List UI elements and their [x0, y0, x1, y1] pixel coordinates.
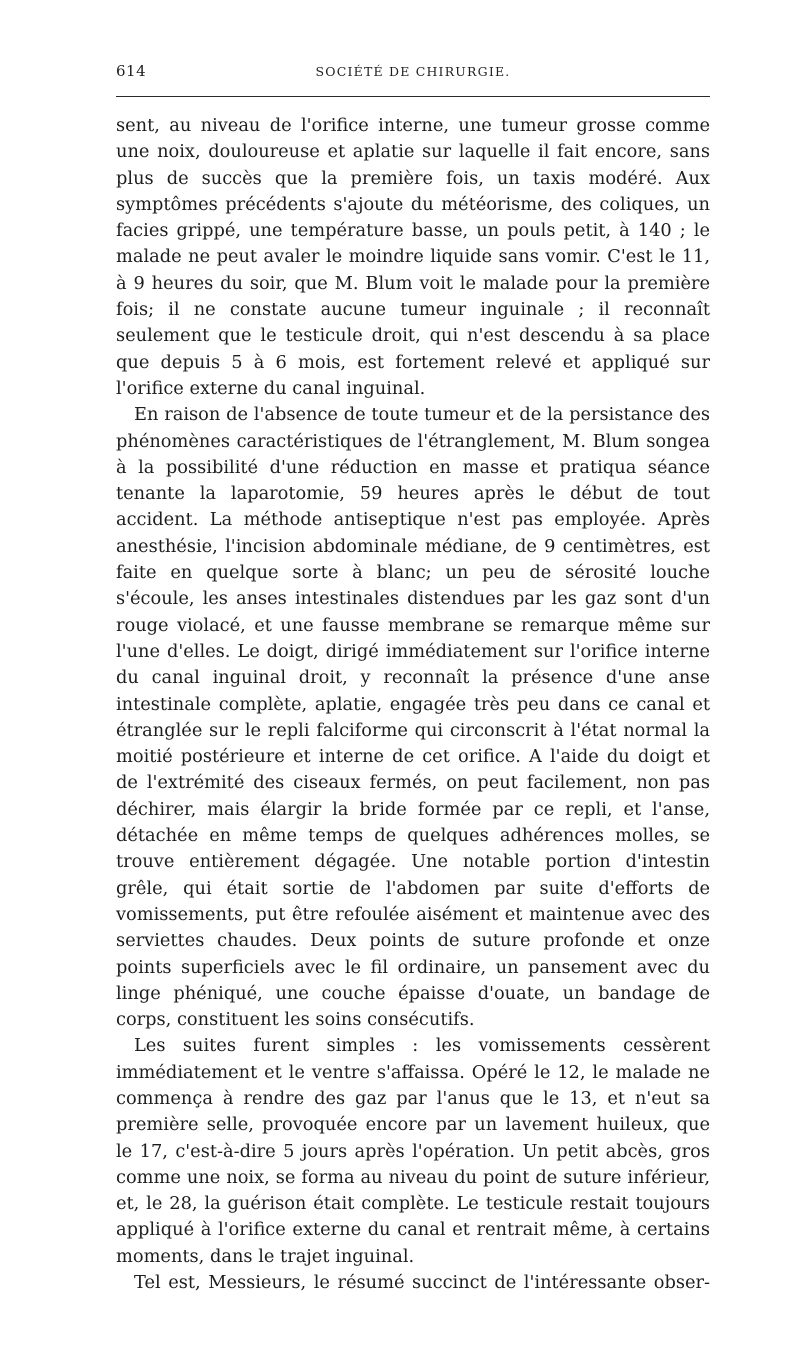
paragraph-conclusion-start: Tel est, Messieurs, le résumé succinct de l'intéressante obser-: [134, 1272, 710, 1294]
paragraph-continuation: sent, au niveau de l'orifice interne, une tumeur grosse comme une noix, douloureuse et aplatie sur laquelle il fait encore, sans plus de succès que la première fois, un taxis modéré. Aux symptômes précédents s'ajoute du météorisme, des coliques, un facies grippé, une température basse, un pouls petit, à 140 ; le malade ne peut avaler le moindre liquide sans vomir. C'est le 11, à 9 heures du soir, que M. Blum voit le malade pour la première fois; il ne constate aucune tumeur inguinale ; il reconnaît seulement que le testicule droit, qui n'est descendu à sa place que depuis 5 à 6 mois, est fortement relevé et appliqué sur l'orifice externe du canal inguinal.: [116, 115, 710, 399]
journal-title: SOCIÉTÉ DE CHIRURGIE.: [315, 64, 511, 79]
running-head: [116, 62, 710, 84]
body-text: [116, 113, 710, 1296]
paragraph-recovery: Les suites furent simples : les vomissements cessèrent immédiatement et le ventre s'affaissa. Opéré le 12, le malade ne commença à rendre des gaz par l'anus que le 13, et n'eut sa première selle, provoquée encore par un lavement huileux, que le 17, c'est-à-dire 5 jours après l'opération. Un petit abcès, gros comme une noix, se forma au niveau du point de suture inférieur, et, le 28, la guérison était complète. Le testicule restait toujours appliqué à l'orifice externe du canal et rentrait même, à certains moments, dans le trajet inguinal.: [116, 1035, 710, 1267]
page-number: 614: [116, 62, 147, 80]
paragraph-laparotomy: En raison de l'absence de toute tumeur et de la persistance des phénomènes caractéristiques de l'étranglement, M. Blum songea à la possibilité d'une réduction en masse et pratiqua séance tenante la laparotomie, 59 heures après le début de tout accident. La méthode antiseptique n'est pas employée. Après anesthésie, l'incision abdominale médiane, de 9 centimètres, est faite en quelque sorte à blanc; un peu de sérosité louche s'écoule, les anses intestinales distendues par les gaz sont d'un rouge violacé, et une fausse membrane se remarque même sur l'une d'elles. Le doigt, dirigé immédiatement sur l'orifice interne du canal inguinal droit, y reconnaît la présence d'une anse intestinale complète, aplatie, engagée très peu dans ce canal et étranglée sur le repli falciforme qui circonscrit à l'état normal la moitié postérieure et interne de cet orifice. A l'aide du doigt et de l'extrémité des ciseaux fermés, on peut facilement, non pas déchirer, mais élargir la bride formée par ce repli, et l'anse, détachée en même temps de quelques adhérences molles, se trouve entièrement dégagée. Une notable portion d'intestin grêle, qui était sortie de l'abdomen par suite d'efforts de vomissements, put être refoulée aisément et maintenue avec des serviettes chaudes. Deux points de suture profonde et onze points superficiels avec le fil ordinaire, un pansement avec du linge phéniqué, une couche épaisse d'ouate, un bandage de corps, constituent les soins consécutifs.: [116, 404, 710, 1031]
header-rule: [116, 96, 710, 97]
